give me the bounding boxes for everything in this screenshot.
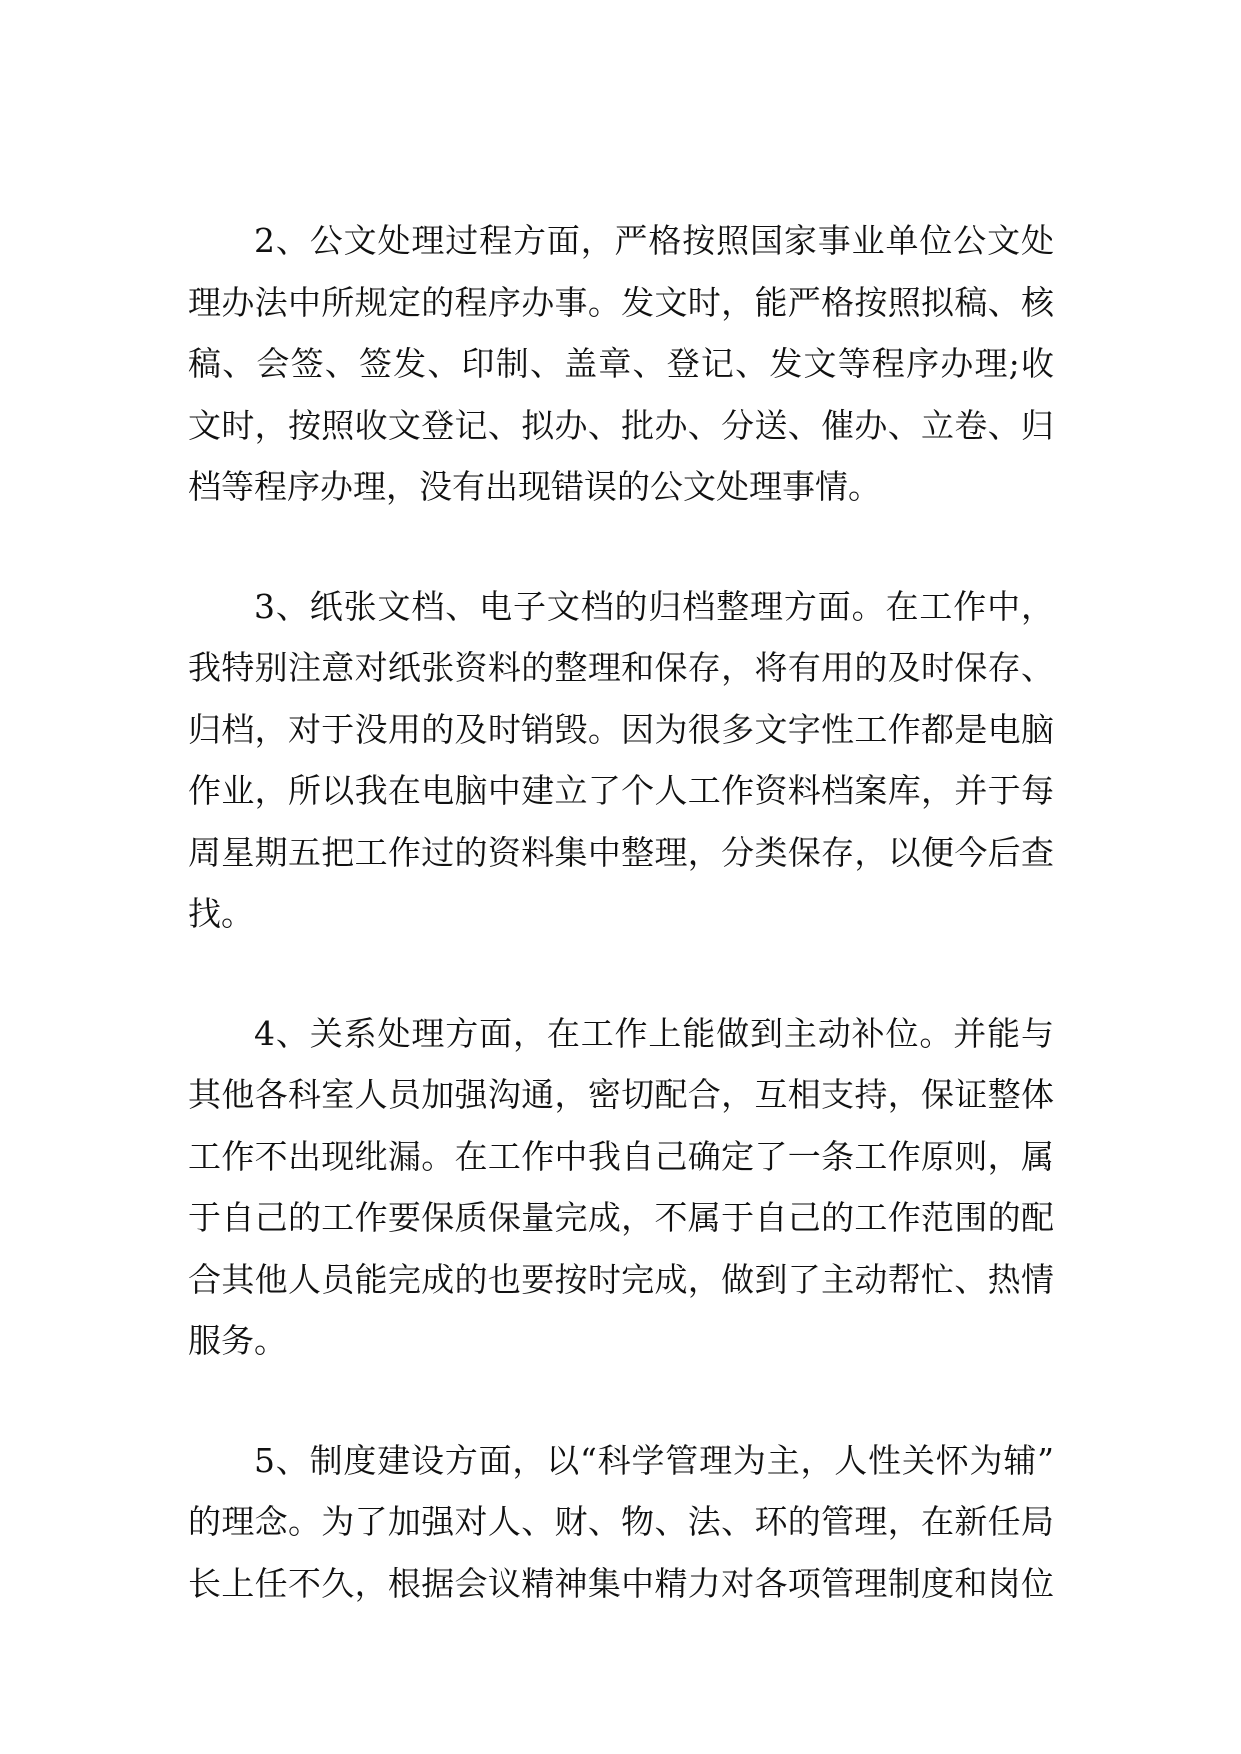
paragraph-line: 理办法中所规定的程序办事。发文时，能严格按照拟稿、核 [188,282,1054,322]
paragraph-line: 周星期五把工作过的资料集中整理，分类保存，以便今后查 [188,832,1054,872]
paragraph-line: 于自己的工作要保质保量完成，不属于自己的工作范围的配 [188,1198,1054,1237]
paragraph-5 [188,1430,1054,1615]
paragraph-4 [188,1003,1054,1372]
paragraph-line: 服务。 [188,1321,287,1360]
paragraph-line: 作业，所以我在电脑中建立了个人工作资料档案库，并于每 [188,771,1054,810]
paragraph-line: 4、关系处理方面，在工作上能做到主动补位。并能与 [254,1013,1054,1053]
paragraph-line: 归档，对于没用的及时销毁。因为很多文字性工作都是电脑 [188,709,1054,749]
paragraph-line: 我特别注意对纸张资料的整理和保存，将有用的及时保存、 [188,648,1054,687]
paragraph-line: 档等程序办理，没有出现错误的公文处理事情。 [188,467,881,506]
paragraph-3 [188,576,1054,945]
paragraph-line: 3、纸张文档、电子文档的归档整理方面。在工作中， [254,586,1054,626]
paragraph-line: 工作不出现纰漏。在工作中我自己确定了一条工作原则，属 [188,1136,1054,1176]
paragraph-line: 稿、会签、签发、印制、盖章、登记、发文等程序办理;收 [188,344,1054,383]
paragraph-line: 合其他人员能完成的也要按时完成，做到了主动帮忙、热情 [188,1259,1054,1299]
paragraph-line: 的理念。为了加强对人、财、物、法、环的管理，在新任局 [188,1502,1054,1541]
paragraph-line: 5、制度建设方面，以“科学管理为主，人性关怀为辅” [254,1440,1054,1480]
paragraph-line: 找。 [188,894,254,933]
document-page [188,210,1054,1672]
paragraph-line: 文时，按照收文登记、拟办、批办、分送、催办、立卷、归 [188,405,1054,445]
paragraph-line: 2、公文处理过程方面，严格按照国家事业单位公文处 [254,221,1054,260]
paragraph-line: 长上任不久，根据会议精神集中精力对各项管理制度和岗位 [188,1563,1054,1603]
paragraph-2 [188,210,1054,518]
paragraph-line: 其他各科室人员加强沟通，密切配合，互相支持，保证整体 [188,1075,1054,1114]
